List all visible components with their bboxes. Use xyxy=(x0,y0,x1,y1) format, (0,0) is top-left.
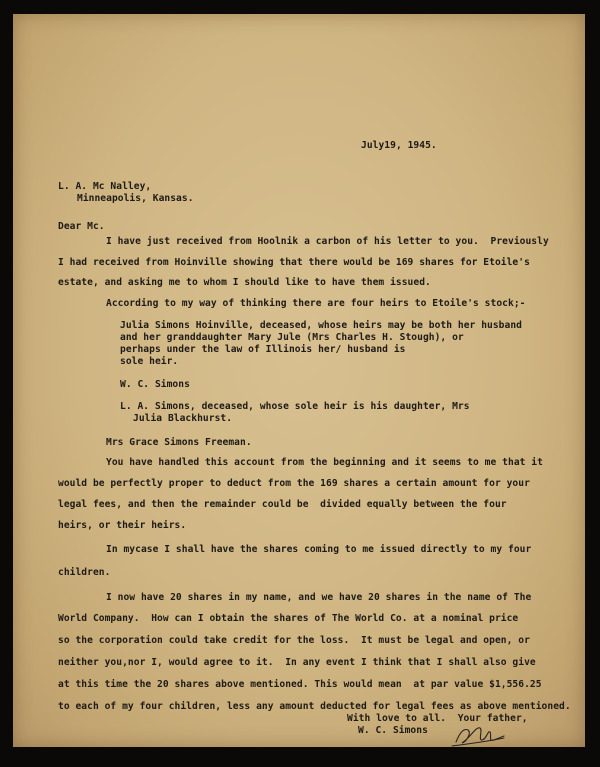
paragraph-line: so the corporation could take credit for the loss. It must be legal and open, or xyxy=(58,635,530,646)
heir-line: Julia Blackhurst. xyxy=(133,413,233,424)
paragraph-line: I now have 20 shares in my name, and we have 20 shares in the name of The xyxy=(106,592,532,603)
heir-line: Mrs Grace Simons Freeman. xyxy=(106,437,252,448)
paragraph-line: at this time the 20 shares above mentioned. This would mean at par value $1,556.25 xyxy=(58,679,542,690)
recipient-name: L. A. Mc Nalley, xyxy=(58,181,152,192)
heir-line: Julia Simons Hoinville, deceased, whose heirs may be both her husband xyxy=(120,320,522,331)
paragraph-line: I have just received from Hoolnik a carbon of his letter to you. Previously xyxy=(106,236,549,247)
paragraph-line: legal fees, and then the remainder could be divided equally between the four xyxy=(58,499,507,510)
paragraph-line: I had received from Hoinville showing that there would be 169 shares for Etoile's xyxy=(58,257,530,268)
recipient-city: Minneapolis, Kansas. xyxy=(77,193,194,204)
paragraph-line: In mycase I shall have the shares coming to me issued directly to my four xyxy=(106,544,532,555)
letter-page xyxy=(13,14,585,747)
handwritten-signature xyxy=(450,718,506,750)
heir-line: sole heir. xyxy=(120,356,179,367)
paragraph-line: estate, and asking me to whom I should like to have them issued. xyxy=(58,277,431,288)
heir-line: perhaps under the law of Illinois her/ husband is xyxy=(120,344,406,355)
letter-body xyxy=(13,14,585,747)
salutation: Dear Mc. xyxy=(58,221,105,232)
paragraph-line: According to my way of thinking there are four heirs to Etoile's stock;- xyxy=(106,298,526,309)
paragraph-line: to each of my four children, less any amount deducted for legal fees as above mentioned. xyxy=(58,701,571,712)
paragraph-line: would be perfectly proper to deduct from the 169 shares a certain amount for your xyxy=(58,478,530,489)
paragraph-line: You have handled this account from the beginning and it seems to me that it xyxy=(106,457,543,468)
heir-line: W. C. Simons xyxy=(120,379,190,390)
closing-line: With love to all. Your father, xyxy=(347,713,528,724)
letter-date: July19, 1945. xyxy=(361,140,437,151)
heir-line: and her granddaughter Mary Jule (Mrs Charles H. Stough), or xyxy=(120,332,464,343)
signature-typed: W. C. Simons xyxy=(358,725,428,736)
paragraph-line: World Company. How can I obtain the shares of The World Co. at a nominal price xyxy=(58,613,519,624)
paragraph-line: children. xyxy=(58,567,111,578)
paragraph-line: heirs, or their heirs. xyxy=(58,520,187,531)
paragraph-line: neither you,nor I, would agree to it. In any event I think that I shall also give xyxy=(58,657,536,668)
heir-line: L. A. Simons, deceased, whose sole heir is his daughter, Mrs xyxy=(120,401,470,412)
